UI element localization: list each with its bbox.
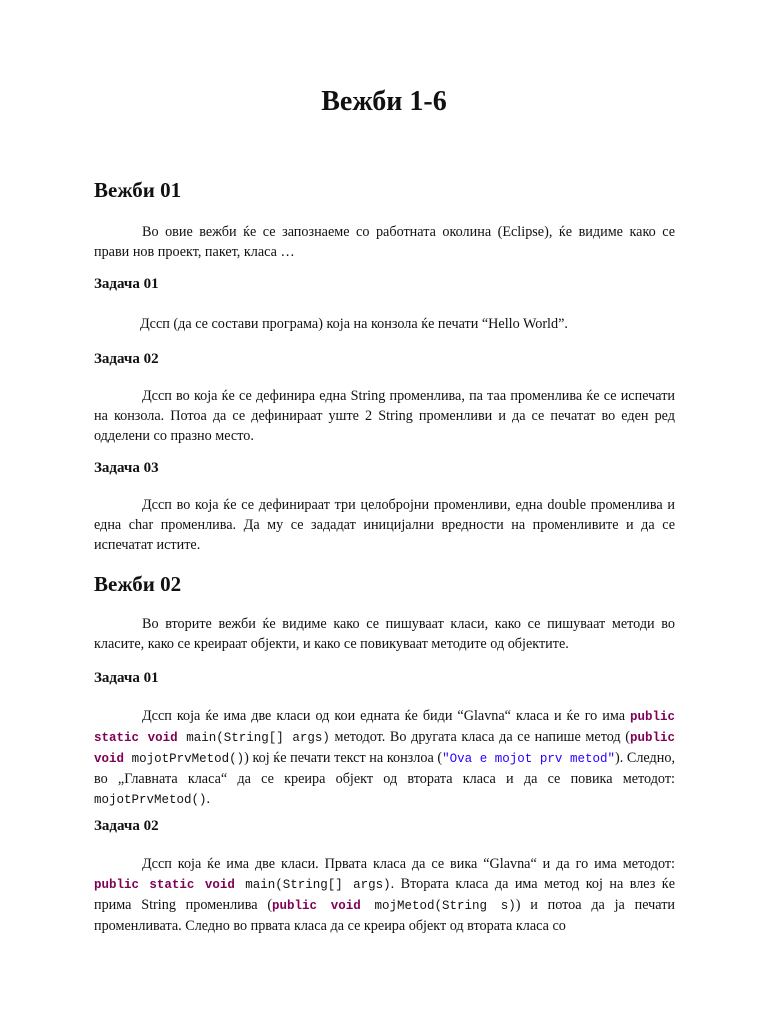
section-1-task-2-text: Дссп во која ќе се дефинира една String променлива, па таа променлива ќе се испечати на конзола. Потоа да се дефинираат уште 2 String променливи и да се печатат во еден ред одделени со празно место. — [94, 388, 675, 444]
task-text: ). Следно, во „Главната класа“ да се креира објект од втората класа и да се повика методот: — [94, 750, 675, 787]
section-1-task-3-text: Дссп во која ќе се дефинираат три целобројни променливи, една double променлива и една char променлива. Да му се зададат иницијални вредности на променливите и да се испечатат истите. — [94, 497, 675, 553]
section-2-task-1-heading: Задача 01 — [94, 670, 159, 686]
code-keyword: public static void — [94, 878, 235, 892]
section-1-task-3-heading: Задача 03 — [94, 460, 159, 476]
section-2-task-1-text — [94, 706, 675, 810]
task-text: . — [206, 791, 211, 807]
task-text: ) и потоа да ја печати променливата. Следно во првата класа да се креира објект од втората класа со — [94, 897, 676, 934]
code-keyword: public static void — [94, 710, 675, 745]
task-text: Дссп која ќе има две класи од кои едната ќе биди “Glavna“ класа и ќе го има — [142, 708, 630, 724]
code-string: "Ova e mojot prv metod" — [442, 752, 615, 766]
section-2-task-2-text — [94, 854, 675, 936]
code-snippet: mojotPrvMetod() — [94, 793, 207, 807]
section-1-task-2-heading: Задача 02 — [94, 351, 159, 367]
section-1-task-1-heading: Задача 01 — [94, 276, 159, 292]
task-text: . Втората класа да има метод кој на влез ќе прима String променлива ( — [94, 876, 675, 913]
section-1-heading: Вежби 01 — [94, 178, 182, 202]
task-text: ) кој ќе печати текст на конзлоа ( — [244, 750, 443, 766]
task-text: Дссп која ќе има две класи. Првата класа да се вика “Glavna“ и да го има методот: — [142, 856, 675, 872]
code-keyword: public void — [94, 731, 676, 766]
section-2-heading: Вежби 02 — [94, 572, 182, 596]
document-title: Вежби 1-6 — [321, 86, 447, 117]
section-2-task-2-heading: Задача 02 — [94, 818, 159, 834]
code-snippet: main(String[] args) — [177, 731, 330, 745]
code-keyword: public void — [272, 899, 361, 913]
code-snippet: mojMetod(String s) — [360, 899, 516, 913]
task-text: методот. Во другата класа да се напише метод ( — [329, 729, 630, 745]
code-snippet: mojotPrvMetod() — [124, 752, 245, 766]
code-snippet: main(String[] args) — [234, 878, 391, 892]
section-1-intro: Во овие вежби ќе се запознаеме со работната околина (Eclipse), ќе видиме како се прави нов проект, пакет, класа … — [94, 224, 675, 260]
section-2-intro: Во вторите вежби ќе видиме како се пишуваат класи, како се пишуваат методи во класите, како се креираат објекти, и како се повикуваат методите од објектите. — [94, 616, 675, 652]
section-1-task-1-text: Дссп (да се состави програма) која на конзола ќе печати “Hello World”. — [140, 316, 568, 332]
